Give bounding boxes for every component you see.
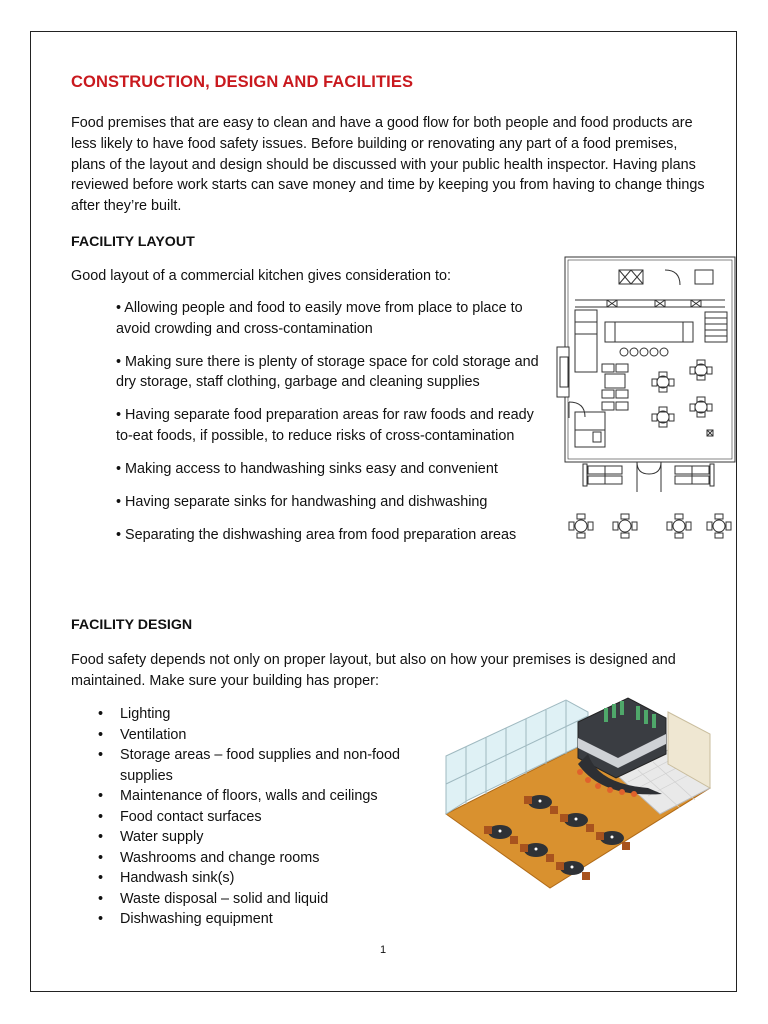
list-item xyxy=(98,827,428,848)
list-item xyxy=(98,909,428,930)
bullet: • xyxy=(98,808,104,825)
facility-layout-heading: FACILITY LAYOUT xyxy=(71,234,195,250)
list-item: • Separating the dishwashing area from food preparation areas xyxy=(116,527,517,544)
list-item xyxy=(98,704,428,725)
facility-layout-lead: Good layout of a commercial kitchen gives consideration to: xyxy=(71,268,451,284)
list-item xyxy=(98,868,428,889)
facility-design-lead: Food safety depends not only on proper layout, but also on how your premises is designed and maintained. Make sure your building has proper: xyxy=(71,652,676,689)
bullet: • xyxy=(98,706,104,722)
list-item-text: Maintenance of floors, walls and ceilings xyxy=(120,788,378,804)
list-item xyxy=(98,745,428,786)
bullet: • xyxy=(98,747,104,763)
list-item: • Having separate food preparation areas for raw foods and ready to-eat foods, if possible, to reduce risks of cross-contamination xyxy=(116,407,534,444)
bullet: • xyxy=(98,726,104,743)
list-item xyxy=(98,807,428,828)
bullet: • xyxy=(98,890,104,907)
list-item: • Having separate sinks for handwashing and dishwashing xyxy=(116,494,488,511)
kitchen-floorplan-illustration xyxy=(555,252,745,548)
bullet: • xyxy=(98,911,104,927)
list-item xyxy=(98,786,428,807)
list-item: • Making sure there is plenty of storage space for cold storage and dry storage, staff clothing, garbage and cleaning supplies xyxy=(116,353,539,391)
list-item-text: Waste disposal – solid and liquid xyxy=(120,890,329,907)
facility-design-heading: FACILITY DESIGN xyxy=(71,617,193,633)
list-item xyxy=(98,848,428,869)
list-item-text: Food contact surfaces xyxy=(120,808,262,825)
list-item-text: Water supply xyxy=(120,829,204,845)
list-item xyxy=(98,725,428,746)
page-title: CONSTRUCTION, DESIGN AND FACILITIES xyxy=(71,73,414,91)
bullet: • xyxy=(98,829,104,845)
list-item-text: Handwash sink(s) xyxy=(120,870,235,886)
list-item: • Allowing people and food to easily move from place to place to avoid crowding and cross-contamination xyxy=(116,300,523,337)
facility-design-list xyxy=(98,704,428,930)
list-item-text: Lighting xyxy=(120,706,171,722)
page-number: 1 xyxy=(380,944,387,956)
list-item xyxy=(98,889,428,910)
list-item-text: Storage areas – food supplies and non-food supplies xyxy=(120,747,401,784)
bullet: • xyxy=(98,849,104,866)
bullet: • xyxy=(98,788,104,804)
list-item: • Making access to handwashing sinks easy and convenient xyxy=(116,461,498,478)
list-item-text: Dishwashing equipment xyxy=(120,911,273,927)
facility-layout-list xyxy=(116,298,546,558)
list-item-text: Ventilation xyxy=(120,726,187,743)
intro-paragraph: Food premises that are easy to clean and have a good flow for both people and food products are less likely to have food safety issues. Before building or renovating any part of a food premises, plans of the layout and design should be discussed with your public health inspector. Having plans reviewed before work starts can save money and time by keeping you from having to change things after they’re built. xyxy=(71,115,705,215)
bullet: • xyxy=(98,870,104,886)
list-item-text: Washrooms and change rooms xyxy=(120,849,320,866)
restaurant-isometric-illustration xyxy=(438,692,718,892)
